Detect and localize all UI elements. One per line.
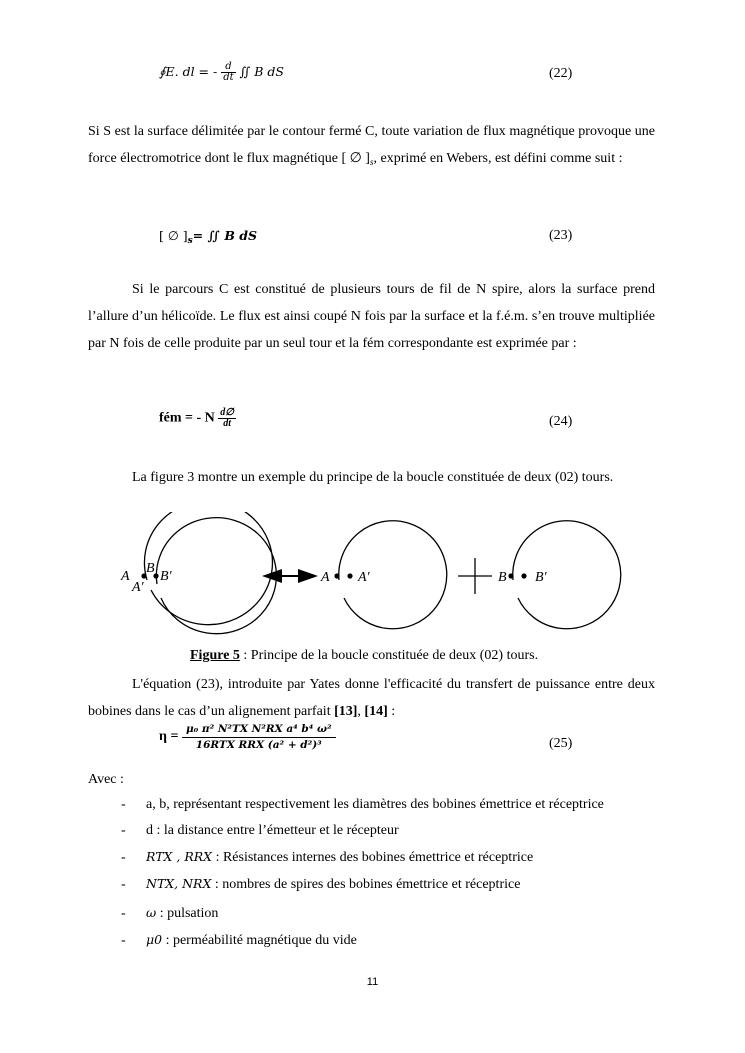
eq24-lhs: fém = - N <box>159 410 215 426</box>
caption-text: : Principe de la boucle constituée de deux (02) tours. <box>239 648 539 663</box>
equation-24 <box>159 408 236 429</box>
para4-end: : <box>387 704 396 719</box>
eq25-fraction <box>182 724 336 750</box>
symbol-mu: μ0 <box>146 932 163 947</box>
label-Aprime-middle: A′ <box>358 570 370 585</box>
label-A-left: A <box>121 569 130 584</box>
caption-label: Figure 5 <box>190 648 240 663</box>
middle-loop-path <box>339 521 447 629</box>
symbol-N: NTX, NRX <box>146 876 212 891</box>
equivalence-arrow <box>262 569 318 583</box>
para1-text-b: , exprimé en Webers, est défini comme suit : <box>373 151 623 166</box>
eq22-numerator: d <box>221 62 235 73</box>
eq23-rhs: = ∬ B dS <box>192 228 258 243</box>
eq22-number: (22) <box>549 66 573 81</box>
equation-22 <box>159 62 284 83</box>
symbol-omega: ω <box>146 905 157 920</box>
plus-sign <box>458 558 492 594</box>
label-Aprime-left: A′ <box>132 580 144 595</box>
eq24-numerator: d∅ <box>220 407 235 418</box>
reference-13: [13] <box>334 704 358 719</box>
eq24-denominator: dt <box>223 418 232 429</box>
paragraph-4 <box>88 671 655 725</box>
paragraph-2: Si le parcours C est constitué de plusieurs tours de fil de N spire, alors la surface prend l’allure d’un hélicoïde. Le flux est ainsi coupé N fois par la surface et la f.é.m. s’en trouve multipliée par N fois de celle produite par un seul tour et la fém correspondante est exprimée par : <box>88 282 655 351</box>
symbol-R: RTX , RRX <box>146 849 213 864</box>
list-item: - a, b, représentant respectivement les diamètres des bobines émettrice et réceptrice <box>121 797 604 812</box>
eq22-lhs: ∮E. dl = - <box>159 64 218 79</box>
page-number: 11 <box>366 976 379 988</box>
eq25-number: (25) <box>549 736 573 751</box>
label-B-left: B <box>146 561 155 576</box>
equation-25 <box>159 724 336 750</box>
para4-sep: , <box>357 704 365 719</box>
eq24-number: (24) <box>549 414 573 429</box>
paragraph-1 <box>88 118 655 176</box>
eq25-lhs: η = <box>159 729 179 745</box>
figure-caption <box>190 648 538 664</box>
figure-loop-diagram <box>110 512 630 644</box>
eq22-rhs: ∬ B dS <box>239 64 284 79</box>
avec-label: Avec : <box>88 772 124 787</box>
list-item: - d : la distance entre l’émetteur et le récepteur <box>121 823 399 838</box>
inner-turn-path <box>156 518 276 634</box>
equation-23 <box>159 228 257 246</box>
point-A-middle <box>334 573 339 578</box>
list-item: - ω : pulsation <box>121 905 219 921</box>
para4-text: L'équation (23), introduite par Yates donne l'efficacité du transfert de puissance entre deux bobines dans le cas d’un alignement parfait <box>88 677 655 719</box>
list-item: - NTX, NRX : nombres de spires des bobines émettrice et réceptrice <box>121 876 521 892</box>
eq24-fraction <box>218 408 236 429</box>
eq23-lhs: [ ∅ ] <box>159 228 188 243</box>
para1-sub: s <box>369 157 374 167</box>
point-Bprime-right <box>521 573 526 578</box>
eq22-denominator: dt <box>223 72 234 83</box>
right-loop-path <box>513 521 621 629</box>
eq23-sub: s <box>187 236 193 246</box>
eq22-fraction <box>221 62 235 83</box>
label-A-middle: A <box>321 570 330 585</box>
para1-text-a: Si S est la surface délimitée par le contour fermé C, toute variation de flux magnétique provoque une force électromotrice dont le flux magnétique [ ∅ ] <box>88 124 655 166</box>
point-B-right <box>508 573 513 578</box>
paragraph-3: La figure 3 montre un exemple du principe de la boucle constituée de deux (02) tours. <box>132 470 614 485</box>
point-Aprime-middle <box>347 573 352 578</box>
list-item: - μ0 : perméabilité magnétique du vide <box>121 932 357 948</box>
eq25-denominator: 16RTX RRX (a² + d²)³ <box>195 738 322 751</box>
eq23-number: (23) <box>549 228 573 243</box>
eq25-numerator: μ₀ π² N²TX N²RX a⁴ b⁴ ω² <box>182 724 336 738</box>
label-B-right: B <box>498 570 507 585</box>
reference-14: [14] <box>364 704 388 719</box>
label-Bprime-right: B′ <box>535 570 547 585</box>
list-item: - RTX , RRX : Résistances internes des bobines émettrice et réceptrice <box>121 849 534 865</box>
label-Bprime-left: B′ <box>160 569 172 584</box>
